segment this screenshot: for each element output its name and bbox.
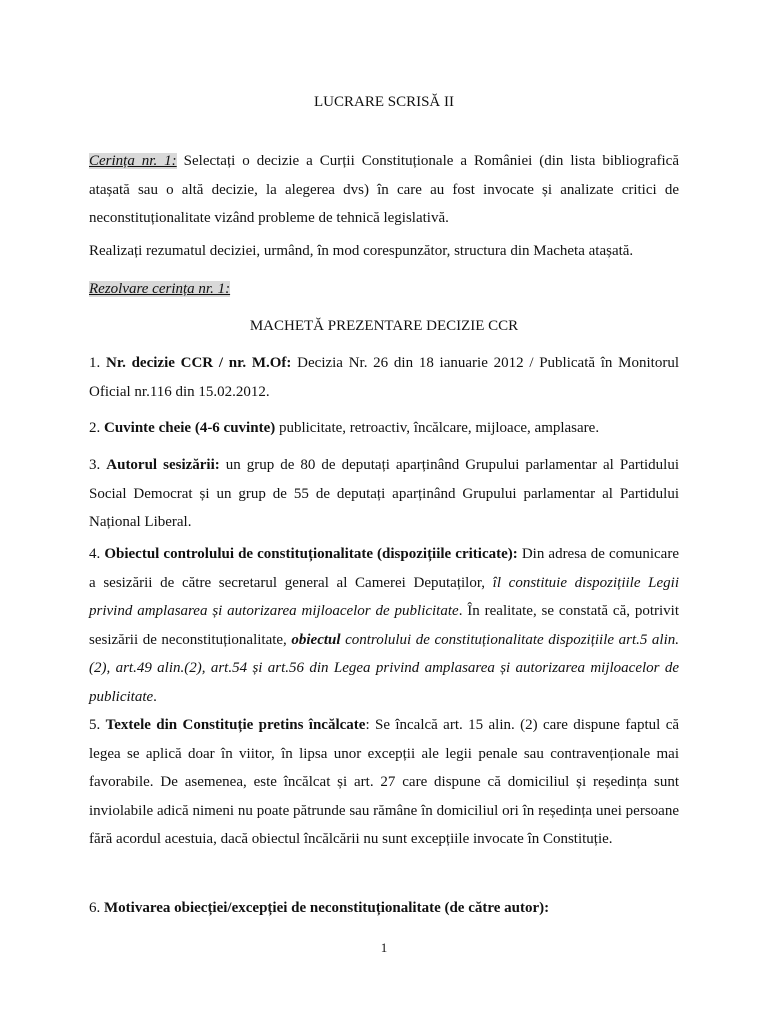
item-2-number: 2. bbox=[89, 420, 104, 436]
item-4-label: Obiectul controlului de constituționalitate (dispozițiile criticate): bbox=[104, 546, 518, 562]
item-1-text: Decizia Nr. 26 din 18 ianuarie 2012 / Publicată în Monitorul Oficial nr.116 din 15.02.2012. bbox=[89, 355, 680, 400]
item-4-text-3: . În realitate, se constată că, potrivit sesizării de neconstituționalitate, bbox=[89, 603, 679, 648]
item-5 bbox=[89, 711, 679, 854]
instructiune-paragraph: Realizați rezumatul deciziei, urmând, în mod corespunzător, structura din Macheta atașată. bbox=[89, 243, 634, 259]
item-4-number: 4. bbox=[89, 546, 105, 562]
item-4-text-5: controlului de constituționalitate dispozițiile art.5 alin.(2), art.49 alin.(2), art.54 și art.56 din Legea privind amplasarea și autorizarea mijloacelor de publicitate bbox=[89, 631, 680, 705]
cerinta-text: Selectați o decizie a Curții Constituționale a României (din lista bibliografică atașată sau o altă decizie, la alegerea dvs) în care au fost invocate și analizate critici de neconstituționalitate vizând probleme de tehnică legislativă. bbox=[89, 153, 679, 226]
item-4-text-6: . bbox=[153, 688, 157, 705]
item-5-label: Textele din Constituție pretins încălcate bbox=[105, 717, 366, 733]
rezolvare-paragraph bbox=[89, 275, 679, 304]
item-3-label: Autorul sesizării: bbox=[106, 457, 220, 473]
macheta-subtitle: MACHETĂ PREZENTARE DECIZIE CCR bbox=[249, 318, 519, 334]
item-1-label: Nr. decizie CCR / nr. M.Of: bbox=[105, 355, 292, 371]
item-3 bbox=[89, 451, 679, 537]
rezolvare-label: Rezolvare cerința nr. 1: bbox=[89, 281, 231, 297]
item-5-number: 5. bbox=[89, 717, 106, 733]
cerinta-label: Cerința nr. 1: bbox=[89, 153, 177, 169]
item-2-text: publicitate, retroactiv, încălcare, mijloace, amplasare. bbox=[275, 420, 600, 436]
item-5-text: : Se încalcă art. 15 alin. (2) care dispune faptul că legea se aplică doar în viitor, în lipsa unor excepții ale legii penale sau contravenționale mai favorabile. De asemenea, este încălcat și art. 27 care dispune că domiciliul și reședința sunt inviolabile adică nimeni nu poate pătrunde sau rămâne în domiciliul ori în reședința unei persoane fără acordul acestuia, dacă obiectul încălcării nu sunt excepțiile invocate în Constituție. bbox=[89, 717, 680, 847]
item-4-text-4: obiectul bbox=[291, 631, 341, 648]
item-6 bbox=[89, 894, 679, 923]
item-4 bbox=[89, 540, 679, 711]
item-2-label: Cuvinte cheie (4-6 cuvinte) bbox=[104, 420, 276, 436]
item-1-number: 1. bbox=[89, 355, 106, 371]
item-3-number: 3. bbox=[89, 457, 107, 473]
item-6-label: Motivarea obiecției/excepției de neconstituționalitate (de către autor): bbox=[104, 900, 550, 916]
item-6-number: 6. bbox=[89, 900, 104, 916]
item-4-text-2: îl constituie dispozițiile Legii privind amplasarea și autorizarea mijloacelor de publicitate bbox=[89, 574, 679, 619]
page-number: 1 bbox=[380, 940, 388, 955]
item-1 bbox=[89, 349, 679, 406]
cerinta-paragraph bbox=[89, 147, 679, 233]
item-3-text: un grup de 80 de deputați aparținând Grupului parlamentar al Partidului Social Democrat și un grup de 55 de deputați aparținând Grupului parlamentar al Partidului Național Liberal. bbox=[89, 457, 680, 530]
document-title: LUCRARE SCRISĂ II bbox=[313, 94, 455, 110]
item-4-text-1: Din adresa de comunicare a sesizării de către secretarul general al Camerei Deputaților, bbox=[89, 546, 679, 591]
item-2 bbox=[89, 414, 679, 443]
